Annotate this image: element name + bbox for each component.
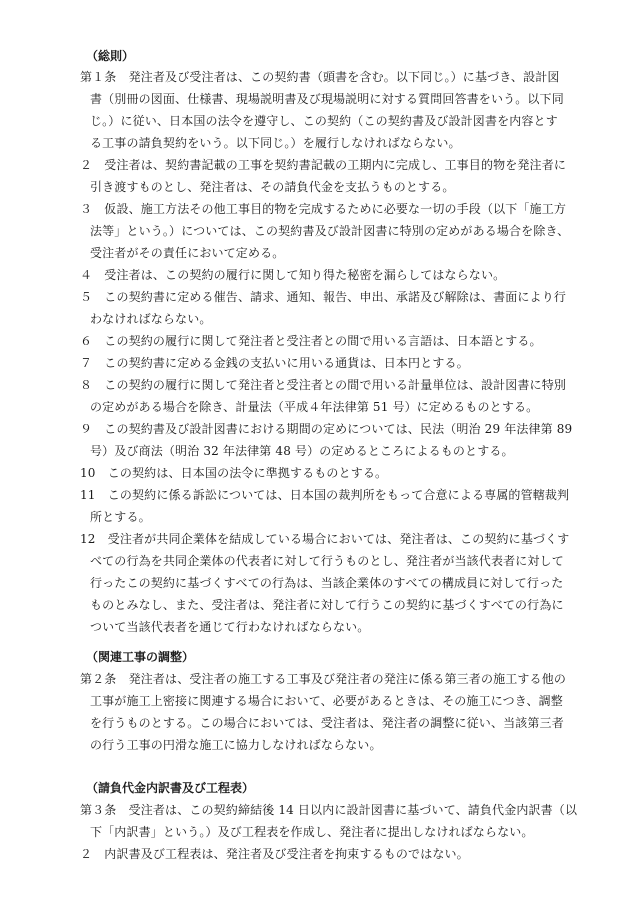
text-line: の行う工事の円滑な施工に協力しなければならない。 [90,738,382,752]
text-line: を行うものとする。この場合においては、受注者は、発注者の調整に従い、当該第三者 [90,716,564,730]
text-line: ７ この契約書に定める金銭の支払いに用いる通貨は、日本円とする。 [80,356,469,370]
text-line: ６ この契約の履行に関して発注者と受注者との間で用いる言語は、日本語とする。 [80,334,542,348]
text-line: 行ったこの契約に基づくすべての行為は、当該企業体のすべての構成員に対して行った [90,576,564,590]
text-line: 下「内訳書」という。）及び工程表を作成し、発注者に提出しなければならない。 [90,825,534,839]
section-heading: （総則） [86,49,135,63]
text-line: べての行為を共同企業体の代表者に対して行うものとし、発注者が当該代表者に対して [90,554,564,568]
text-line: ものとみなし、また、受注者は、発注者に対して行うこの契約に基づくすべての行為に [90,598,564,612]
text-line: の定めがある場合を除き、計量法（平成４年法律第 51 号）に定めるものとする。 [90,400,539,414]
text-line: 所とする。 [90,510,151,524]
text-line: 引き渡すものとし、発注者は、その請負代金を支払うものとする。 [90,180,455,194]
section-heading: （関連工事の調整） [86,650,195,664]
text-line: じ。）に従い、日本国の法令を遵守し、この契約（この契約書及び設計図書を内容とす [90,114,558,128]
section-heading: （請負代金内訳書及び工程表） [86,781,255,795]
text-line: ９ この契約書及び設計図書における期間の定めについては、民法（明治 29 年法律第 89 [80,422,573,436]
text-line: ５ この契約書に定める催告、請求、通知、報告、申出、承諾及び解除は、書面により行 [80,290,567,304]
text-line: ２ 受注者は、契約書記載の工事を契約書記載の工期内に完成し、工事目的物を発注者に [80,158,567,172]
text-line: 10 この契約は、日本国の法令に準拠するものとする。 [80,466,388,480]
text-line: 号）及び商法（明治 32 年法律第 48 号）の定めるところによるものとする。 [90,444,514,458]
text-line: ８ この契約の履行に関して発注者と受注者との間で用いる計量単位は、設計図書に特別 [80,378,567,392]
text-line: 第２条 発注者は、受注者の施工する工事及び発注者の発注に係る第三者の施工する他の [80,672,567,686]
text-line: ついて当該代表者を通じて行わなければならない。 [90,620,370,634]
text-line: 工事が施工上密接に関連する場合において、必要があるときは、その施工につき、調整 [90,694,563,708]
text-line: ４ 受注者は、この契約の履行に関して知り得た秘密を漏らしてはならない。 [80,268,506,282]
text-line: 受注者がその責任において定める。 [90,246,285,260]
text-line: 12 受注者が共同企業体を結成している場合においては、発注者は、この契約に基づくす [80,532,570,546]
text-line: 法等」という。）については、この契約書及び設計図書に特別の定めがある場合を除き、 [90,224,570,238]
text-line: る工事の請負契約をいう。以下同じ。）を履行しなければならない。 [90,136,461,150]
text-line: ３ 仮設、施工方法その他工事目的物を完成するために必要な一切の手段（以下「施工方 [80,202,567,216]
text-line: わなければならない。 [90,312,212,326]
text-line: 第１条 発注者及び受注者は、この契約書（頭書を含む。以下同じ。）に基づき、設計図 [80,70,560,84]
text-line: ２ 内訳書及び工程表は、発注者及び受注者を拘束するものではない。 [80,847,469,861]
text-line: 11 この契約に係る訴訟については、日本国の裁判所をもって合意による専属的管轄裁判 [80,488,570,502]
text-line: 書（別冊の図面、仕様書、現場説明書及び現場説明に対する質問回答書をいう。以下同 [90,92,564,106]
text-line: 第３条 受注者は、この契約締結後 14 日以内に設計図書に基づいて、請負代金内訳書（以 [80,803,578,817]
